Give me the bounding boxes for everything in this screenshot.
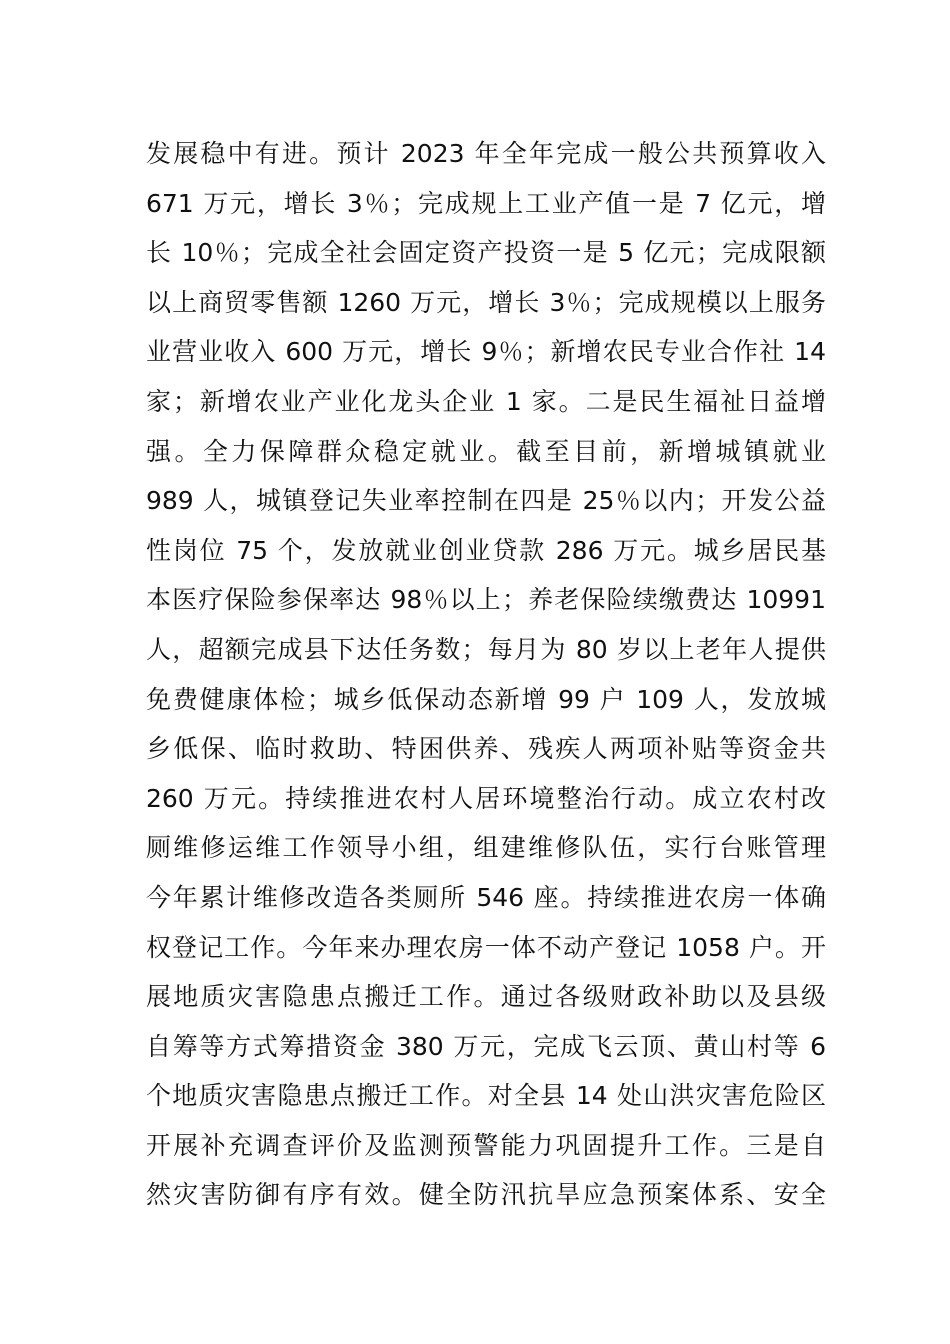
text-line: 性岗位 75 个，发放就业创业贷款 286 万元。城乡居民基 [146,535,826,565]
text-line: 989 人，城镇登记失业率控制在四是 25％以内；开发公益 [146,486,826,516]
text-line: 个地质灾害隐患点搬迁工作。对全县 14 处山洪灾害危险区 [146,1081,826,1111]
text-line: 长 10％；完成全社会固定资产投资一是 5 亿元；完成限额 [146,238,826,268]
text-line: 本医疗保险参保率达 98％以上；养老保险续缴费达 10991 [146,585,826,615]
text-line: 免费健康体检；城乡低保动态新增 99 户 109 人，发放城 [146,684,826,714]
text-line: 今年累计维修改造各类厕所 546 座。持续推进农房一体确 [146,882,826,912]
text-line: 人，超额完成县下达任务数；每月为 80 岁以上老年人提供 [146,634,826,664]
text-line: 强。全力保障群众稳定就业。截至目前，新增城镇就业 [146,436,826,466]
text-line: 家；新增农业产业化龙头企业 1 家。二是民生福祉日益增 [146,386,826,416]
text-line: 权登记工作。今年来办理农房一体不动产登记 1058 户。开 [146,932,826,962]
text-line: 发展稳中有进。预计 2023 年全年完成一般公共预算收入 [146,139,826,168]
text-line: 然灾害防御有序有效。健全防汛抗旱应急预案体系、安全 [146,1180,826,1210]
text-line: 260 万元。持续推进农村人居环境整治行动。成立农村改 [146,783,826,813]
text-line: 展地质灾害隐患点搬迁工作。通过各级财政补助以及县级 [146,982,826,1012]
text-line: 乡低保、临时救助、特困供养、残疾人两项补贴等资金共 [146,734,826,764]
text-line: 自筹等方式筹措资金 380 万元，完成飞云顶、黄山村等 6 [146,1031,826,1061]
text-line: 业营业收入 600 万元，增长 9％；新增农民专业合作社 14 [146,337,826,367]
text-line: 671 万元，增长 3％；完成规上工业产值一是 7 亿元，增 [146,188,826,218]
text-line: 以上商贸零售额 1260 万元，增长 3％；完成规模以上服务 [146,287,826,317]
text-line: 厕维修运维工作领导小组，组建维修队伍，实行台账管理 [146,833,826,863]
body-paragraph [146,129,826,1220]
text-line: 开展补充调查评价及监测预警能力巩固提升工作。三是自 [146,1130,826,1160]
